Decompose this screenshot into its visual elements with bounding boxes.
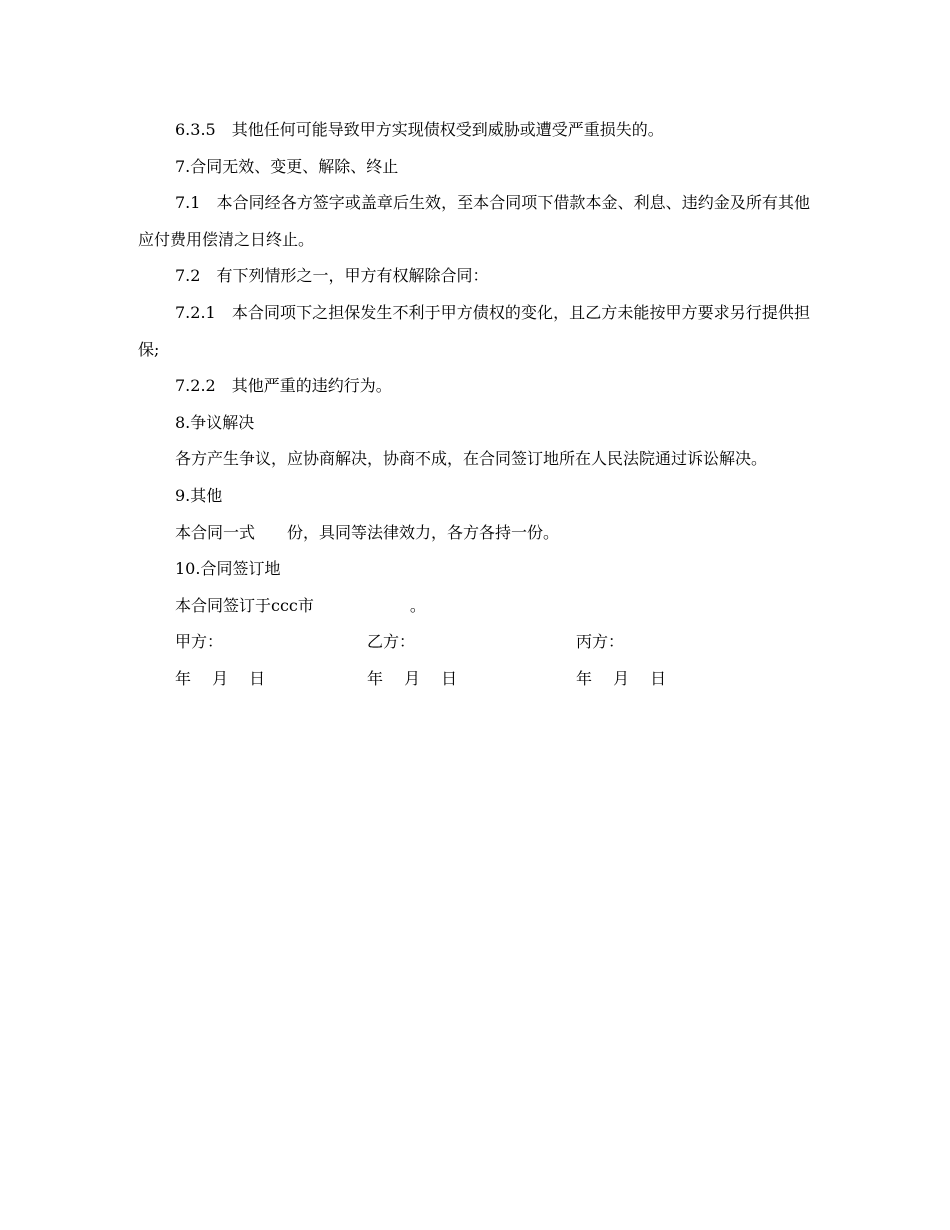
section-7-heading: 7.合同无效、变更、解除、终止 [175, 156, 399, 176]
document-body [138, 112, 810, 698]
clause-6-3-5: 6.3.5 其他任何可能导致甲方实现债权受到威胁或遭受严重损失的。 [175, 120, 664, 139]
section-10-heading: 10.合同签订地 [175, 559, 281, 579]
clause-7-2: 7.2 有下列情形之一，甲方有权解除合同： [175, 266, 489, 286]
party-c-signature-label: 丙方： [576, 632, 625, 652]
clause-7-2-2: 7.2.2 其他严重的违约行为。 [175, 376, 392, 396]
signature-row [138, 624, 810, 661]
clause-7-1: 7.1 本合同经各方签字或盖章后生效，至本合同项下借款本金、利息、违约金及所有其他应付费用偿清之日终止。 [138, 193, 810, 249]
party-c-date: 年 月 日 [576, 668, 667, 688]
party-a-signature-label: 甲方： [175, 632, 224, 652]
date-row [138, 661, 810, 698]
section-9-text: 本合同一式 份，具同等法律效力，各方各持一份。 [175, 522, 560, 542]
party-a-date: 年 月 日 [175, 668, 266, 688]
section-8-heading: 8.争议解决 [175, 412, 255, 432]
section-8-text: 各方产生争议，应协商解决，协商不成，在合同签订地所在人民法院通过诉讼解决。 [175, 449, 768, 469]
section-10-text: 本合同签订于ccc市 。 [175, 595, 426, 615]
party-b-date: 年 月 日 [367, 668, 458, 688]
section-9-heading: 9.其他 [175, 485, 223, 505]
clause-7-2-1: 7.2.1 本合同项下之担保发生不利于甲方债权的变化，且乙方未能按甲方要求另行提供担保; [138, 302, 810, 359]
party-b-signature-label: 乙方： [367, 632, 416, 652]
